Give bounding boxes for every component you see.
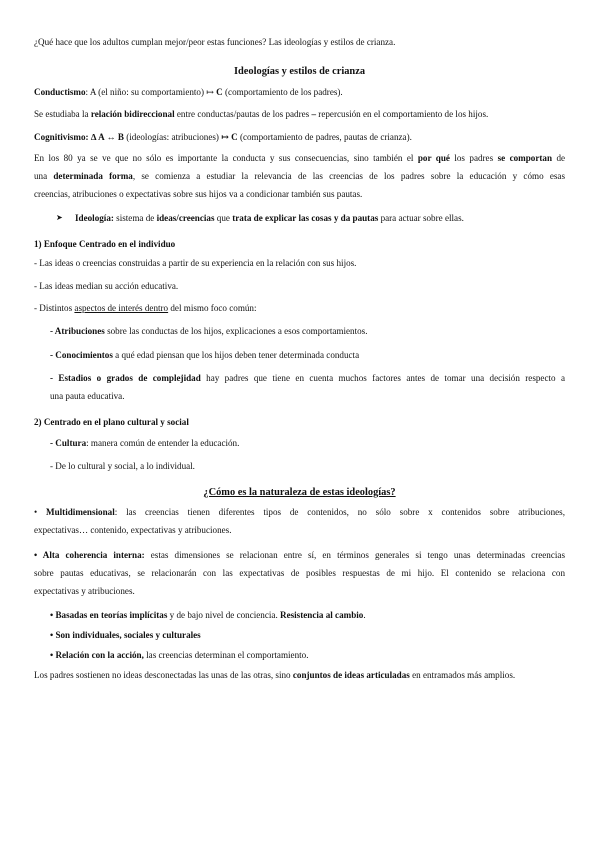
conductismo-c: C: [216, 87, 223, 97]
cultura-label: - Cultura: [50, 438, 87, 448]
cultura-line: [50, 437, 239, 449]
enfoque1-title: [34, 238, 175, 250]
cultura-text: : manera común de entender la educación.: [86, 438, 240, 448]
bidireccional-pre: Se estudiaba la: [34, 109, 91, 119]
enfoque2-l2: - De lo cultural y social, a lo individual.: [50, 461, 195, 471]
conductismo-formula: : A (el niño: su comportamiento) ↦: [85, 87, 217, 97]
ideologia-c: ideas/creencias: [156, 213, 215, 223]
alta-text: estas dimensiones se relacionan entre sí, en términos generales si tengo unas determinadas creencias: [144, 550, 565, 560]
final-line: [34, 669, 515, 681]
enfoque1-l3b: aspectos de interés dentro: [74, 303, 169, 313]
bidireccional-post: repercusión en el comportamiento de los hijos.: [316, 109, 489, 119]
bullet-item-label: • Basadas en teorías implícitas: [50, 610, 168, 620]
atribuciones-line: [50, 325, 367, 337]
alta-line3: expectativas y atribuciones.: [34, 586, 135, 596]
ideologia-line: [75, 212, 464, 224]
multi-l2b: … contenido, expectativas y atribuciones.: [78, 525, 232, 535]
conductismo-label: Conductismo: [34, 87, 86, 97]
alta-line2: sobre pautas educativas, se relacionarán con las expectativas de posibles respuestas de mi hijo. El contenido se relaciona con: [34, 568, 565, 578]
cognitivismo-formula: : ∆ A ↔ B: [85, 132, 124, 142]
alta-label: • Alta coherencia interna:: [34, 550, 145, 560]
final-c: en entramados más amplios.: [409, 670, 516, 680]
ideologia-f: para actuar sobre ellas.: [378, 213, 464, 223]
enfoque1-l1: - Las ideas o creencias construidas a partir de su experiencia en la relación con sus hijos.: [34, 258, 357, 268]
enfoque2-title: [34, 416, 189, 428]
para80-line1: [34, 152, 565, 164]
cognitivismo-mid: (ideologías: atribuciones): [123, 132, 222, 142]
multi-line2: [34, 524, 231, 536]
bullet-item-label2: Resistencia al cambio: [280, 610, 364, 620]
para80-line2: [34, 170, 565, 182]
multi-text: : las creencias tienen diferentes tipos de contenidos, no sólo sobre x contenidos sobre atribuciones,: [114, 507, 565, 517]
arrow-bullet-icon: ➤: [56, 213, 63, 222]
bidireccional-bold: relación bidireccional: [90, 109, 175, 119]
para80-l1e: de: [552, 153, 566, 163]
conductismo-rest: (comportamiento de los padres).: [222, 87, 343, 97]
atribuciones-text: sobre las conductas de los hijos, explicaciones a esos comportamientos.: [104, 326, 368, 336]
bullet-item-text2: .: [363, 610, 366, 620]
estadios-line: [50, 372, 565, 384]
para80-line3: creencias, atribuciones o expectativas sobre sus hijos va a condicionar también sus pautas.: [34, 189, 363, 199]
enfoque2-title-text: 2) Centrado en el plano cultural y social: [34, 417, 189, 427]
bullet-item-label: • Son individuales, sociales y culturales: [50, 630, 201, 640]
bullet-item-label: • Relación con la acción,: [50, 650, 144, 660]
ideologia-e: trata de explicar las cosas y da pautas: [232, 213, 379, 223]
bidireccional-mid: entre conductas/pautas de los padres: [174, 109, 312, 119]
multi-line1: [34, 506, 565, 518]
ideologia-b: sistema de: [113, 213, 157, 223]
cognitivismo-post: (comportamiento de padres, pautas de crianza).: [237, 132, 412, 142]
multi-label: Multidimensional: [37, 507, 115, 517]
conocimientos-line: [50, 349, 359, 361]
bullet-icon: •: [34, 507, 38, 517]
conocimientos-label: - Conocimientos: [50, 350, 113, 360]
ideologia-d: que: [214, 213, 233, 223]
bullet-item: [50, 649, 309, 661]
bullet-item: [50, 609, 366, 621]
bullet-item: [50, 629, 201, 641]
final-a: Los padres sostienen no ideas desconectadas las unas de las otras, sino: [34, 670, 293, 680]
para80-l2a: una: [34, 171, 54, 181]
multi-expectativas: expectativas: [34, 525, 79, 535]
enfoque1-l3c: del mismo foco común:: [168, 303, 257, 313]
section-title-naturaleza: ¿Cómo es la naturaleza de estas ideologías?: [203, 487, 396, 498]
conocimientos-text: a qué edad piensan que los hijos deben tener determinada conducta: [112, 350, 360, 360]
estadios-label: - Estadios o grados de complejidad: [50, 373, 201, 383]
para80-por-que: por qué: [417, 153, 450, 163]
bidireccional-dash: –: [311, 109, 317, 119]
estadios-line2: una pauta educativa.: [50, 391, 125, 401]
enfoque1-title-text: 1) Enfoque Centrado en el individuo: [34, 239, 176, 249]
final-b: conjuntos de ideas articuladas: [292, 670, 410, 680]
section-title-ideologias: Ideologías y estilos de crianza: [233, 66, 366, 77]
cognitivismo-label: Cognitivismo: [34, 132, 86, 142]
para80-l1a: En los 80 ya se ve que no sólo es importante la conducta y sus consecuencias, sino también el: [34, 153, 418, 163]
bullet-item-text: las creencias determinan el comportamiento.: [143, 650, 309, 660]
atribuciones-label: - Atribuciones: [50, 326, 105, 336]
cognitivismo-line: [34, 131, 412, 143]
conductismo-line: [34, 86, 343, 98]
para80-l1c: los padres: [449, 153, 498, 163]
enfoque1-l2: - Las ideas median su acción educativa.: [34, 281, 179, 291]
para80-se-comportan: se comportan: [497, 153, 553, 163]
enfoque1-l3a: - Distintos: [34, 303, 75, 313]
bullet-item-text: y de bajo nivel de conciencia.: [167, 610, 280, 620]
intro-text: ¿Qué hace que los adultos cumplan mejor/peor estas funciones? Las ideologías y estilos de crianza.: [34, 37, 396, 47]
enfoque1-l3: [34, 302, 257, 314]
cognitivismo-arrow: ↦ C: [221, 132, 238, 142]
para80-l2c: , se comienza a estudiar la relevancia de las creencias de los padres sobre la educación y cómo esas: [132, 171, 566, 181]
estadios-text: hay padres que tiene en cuenta muchos factores antes de tomar una decisión respecto a: [200, 373, 565, 383]
para80-determinada-forma: determinada forma: [53, 171, 133, 181]
bidireccional-line: [34, 108, 488, 120]
ideologia-label: Ideología:: [75, 213, 114, 223]
alta-line1: [34, 549, 565, 561]
